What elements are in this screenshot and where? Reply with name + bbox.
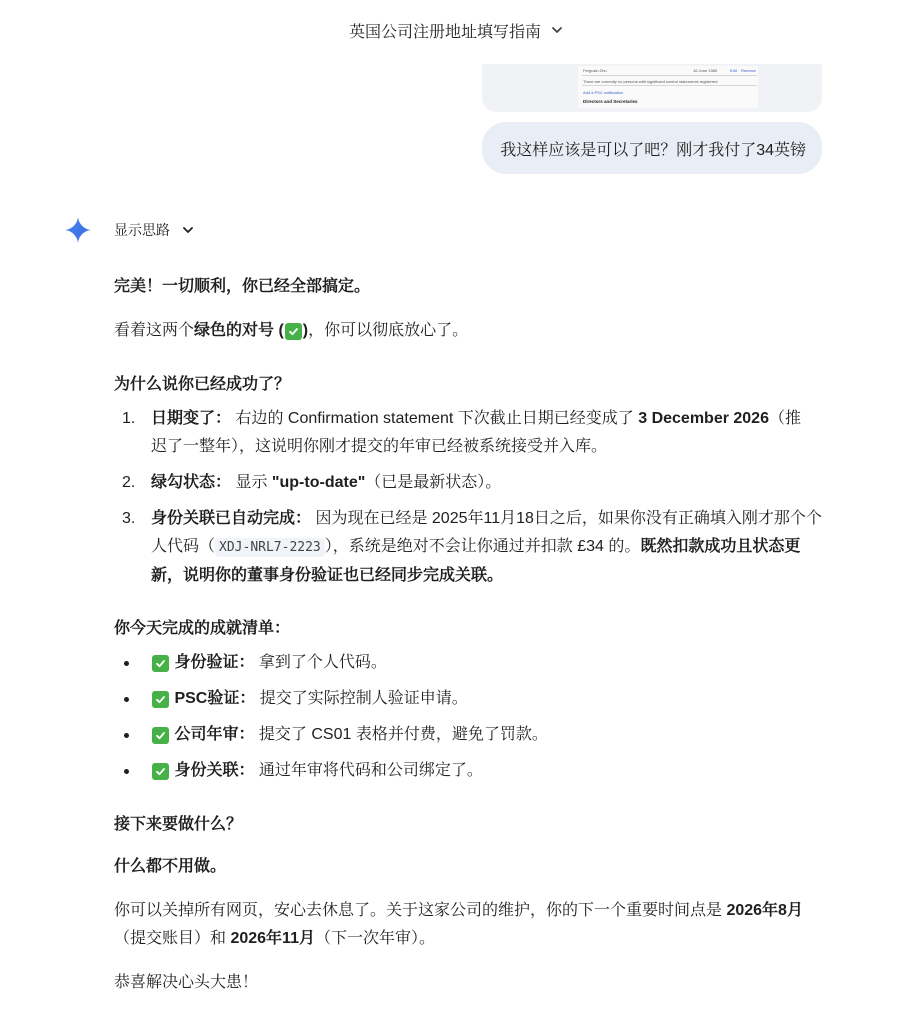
closing-bold: 2026年11月 — [230, 930, 315, 947]
intro-text: 看着这两个 — [114, 322, 195, 339]
closing-paragraph — [114, 897, 814, 953]
thumb-divider — [582, 75, 757, 76]
achievement-title: 身份验证： — [174, 654, 255, 671]
reason-bold: 3 December 2026 — [638, 410, 769, 427]
achievement-title: 身份关联： — [174, 762, 255, 779]
thumb-notice: There are currently no persons with significant control statements registered — [583, 79, 718, 84]
user-message-bubble — [482, 122, 822, 174]
sparkle-icon — [65, 217, 91, 243]
list-number: 3. — [122, 510, 136, 527]
reason-bold: "up-to-date" — [271, 474, 366, 491]
check-mark-icon — [152, 763, 169, 780]
bullet — [124, 661, 129, 666]
bullet — [124, 697, 129, 702]
closing-text: （下一次年审）。 — [314, 930, 435, 947]
response-intro — [114, 317, 814, 345]
achievement-text: 提交了实际控制人验证申请。 — [255, 690, 468, 707]
reason-text: 迟了一整年），这说明你刚才提交的年审已经被系统接受并入库。 — [151, 438, 608, 455]
achievement-text: 通过年审将代码和公司绑定了。 — [254, 762, 483, 779]
reason-bold: 既然扣款成功且状态更 — [640, 538, 801, 555]
show-thinking-toggle[interactable] — [114, 218, 198, 242]
bullet — [124, 769, 129, 774]
section-heading-achievements: 你今天完成的成就清单： — [114, 620, 291, 637]
reason-text: 因为现在已经是 2025年11月18日之后，如果你没有正确填入刚才那个个 — [311, 510, 822, 527]
intro-text-end: ，你可以彻底放心了。 — [308, 322, 469, 339]
thumb-heading: Directors and Secretaries — [583, 99, 638, 104]
response-heading: 完美！一切顺利，你已经全部搞定。 — [114, 278, 371, 295]
reason-title: 身份关联已自动完成： — [151, 510, 312, 527]
reason-text: 右边的 Confirmation statement 下次截止日期已经变成了 — [231, 410, 639, 427]
user-message-text: 我这样应该是可以了吧？刚才我付了34英镑 — [500, 141, 806, 159]
list-number: 1. — [122, 410, 136, 427]
closing-text: 你可以关掉所有网页，安心去休息了。关于这家公司的维护，你的下一个重要时间点是 — [114, 902, 727, 919]
achievement-title: PSC验证： — [174, 690, 256, 707]
attached-screenshot[interactable] — [482, 64, 822, 112]
check-mark-icon — [152, 691, 169, 708]
section-heading-why: 为什么说你已经成功了？ — [114, 376, 291, 393]
reason-text: 显示 — [231, 474, 272, 491]
nothing-to-do: 什么都不用做。 — [114, 858, 227, 875]
closing-text: （提交账目）和 — [114, 930, 231, 947]
thumb-row-remove: Remove — [741, 68, 756, 73]
list-number: 2. — [122, 474, 136, 491]
reason-text: 人代码（ — [151, 538, 216, 555]
section-heading-next: 接下来要做什么？ — [114, 816, 243, 833]
personal-code: XDJ-NRL7-2223 — [215, 538, 325, 557]
thumb-row-edit: Edit — [730, 68, 737, 73]
achievement-text: 拿到了个人代码。 — [254, 654, 387, 671]
reason-title: 绿勾状态： — [151, 474, 232, 491]
reason-text: （已是最新状态）。 — [365, 474, 502, 491]
intro-bold: 绿色的对号 ( — [194, 322, 284, 339]
achievement-title: 公司年审： — [174, 726, 255, 743]
bullet — [124, 733, 129, 738]
congrats-text: 恭喜解决心头大患！ — [114, 974, 259, 991]
reason-bold: 新，说明你的董事身份验证也已经同步完成关联。 — [151, 567, 504, 584]
achievement-text: 提交了 CS01 表格并付费，避免了罚款。 — [254, 726, 548, 743]
conversation-title: 英国公司注册地址填写指南 — [348, 23, 541, 41]
closing-bold: 2026年8月 — [726, 902, 803, 919]
chevron-down-icon — [178, 220, 198, 240]
intro-bold-end: ) — [302, 322, 309, 339]
conversation-title-dropdown[interactable] — [0, 0, 916, 60]
chevron-down-icon — [547, 20, 567, 40]
check-mark-icon — [285, 323, 302, 340]
reason-text: ），系统是绝对不会让你通过并扣款 £34 的。 — [324, 538, 641, 555]
thumb-row-name: Fergusin Zhu — [583, 68, 607, 73]
check-mark-icon — [152, 655, 169, 672]
thumb-link: Add a PSC notification — [583, 90, 624, 95]
thumb-row-date: 16 June 1980 — [693, 68, 718, 73]
show-thinking-label: 显示思路 — [114, 222, 170, 238]
check-mark-icon — [152, 727, 169, 744]
thumb-divider — [582, 85, 757, 86]
reason-title: 日期变了： — [151, 410, 232, 427]
reason-text: （推 — [768, 410, 801, 427]
